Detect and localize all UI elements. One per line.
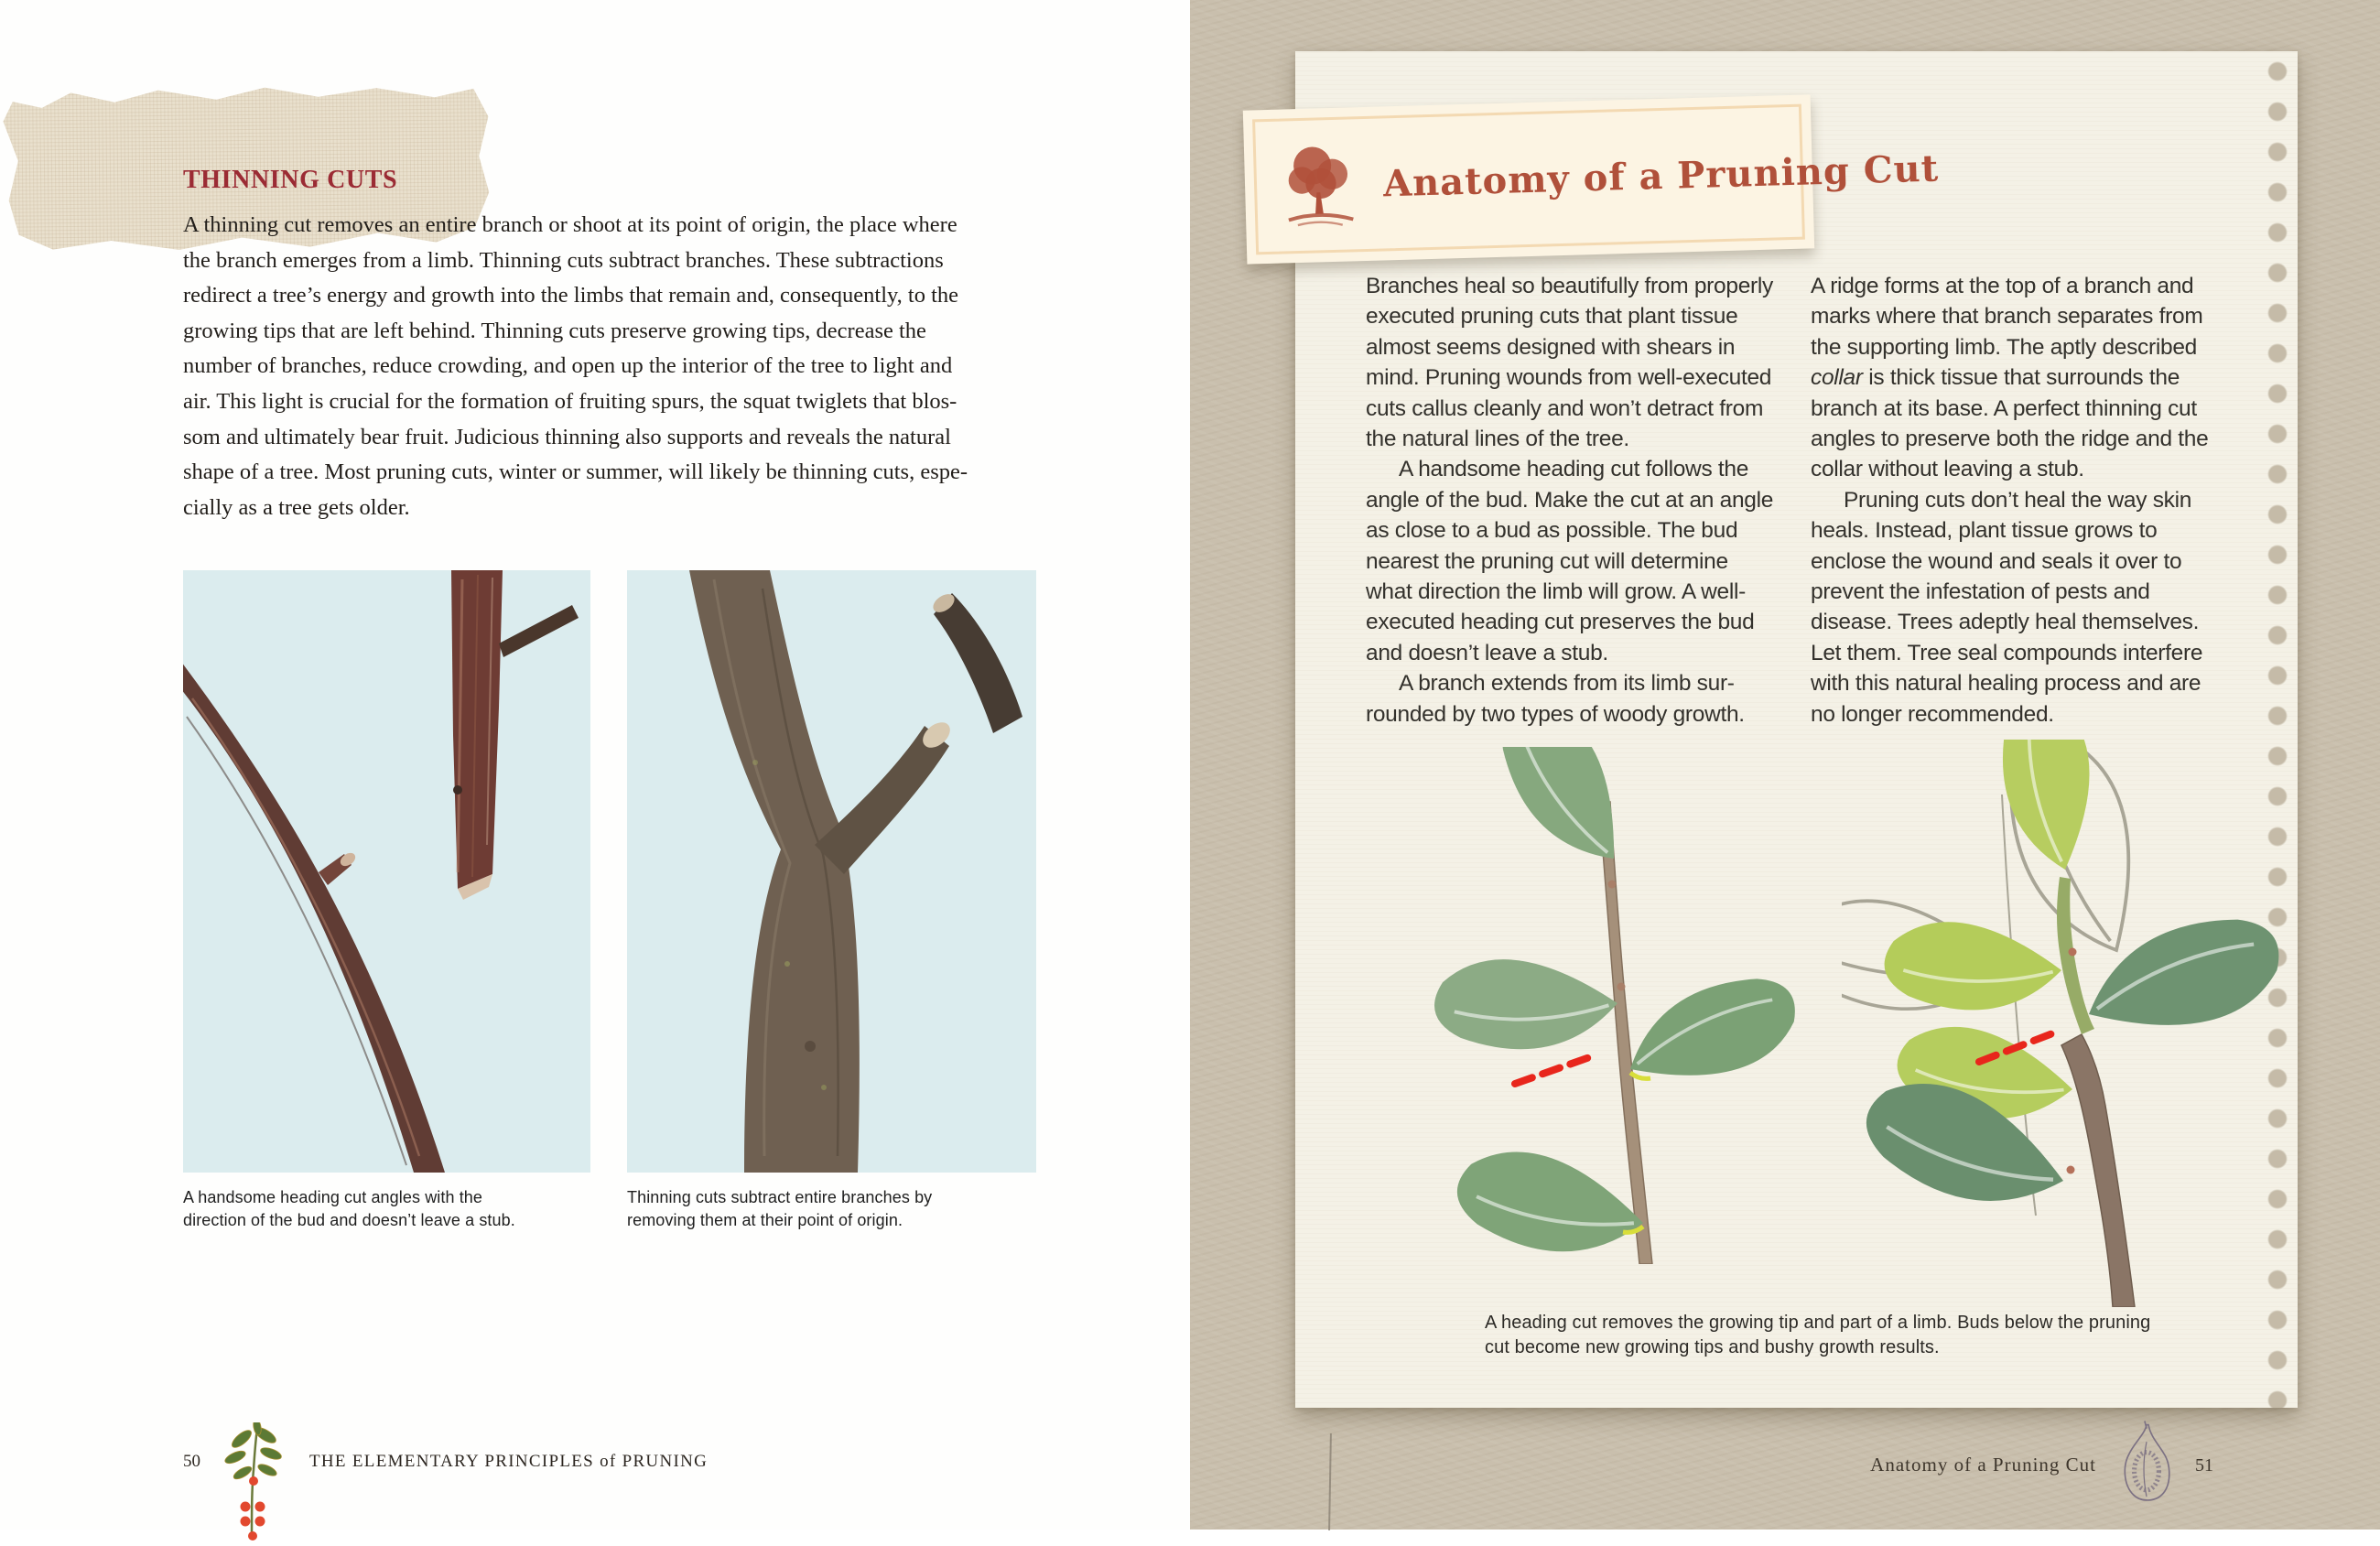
heading-cut-photo	[183, 570, 590, 1173]
book-title: THE ELEMENTARY PRINCIPLES of PRUNING	[309, 1452, 709, 1471]
body-line: cially as a tree gets older.	[183, 494, 410, 520]
chapter-banner	[1243, 94, 1940, 264]
body-line: shape of a tree. Most pruning cuts, winter or summer, will likely be thinning cuts, espe-	[183, 459, 968, 485]
body-line: air. This light is crucial for the formation of fruiting spurs, the squat twiglets that blos-	[183, 388, 957, 414]
body-line: growing tips that are left behind. Thinning cuts preserve growing tips, decrease the	[183, 318, 926, 343]
stem-sketch-line	[1328, 1433, 1332, 1530]
photo-2-caption: Thinning cuts subtract entire branches by removing them at their point of origin.	[627, 1188, 933, 1229]
chapter-title: Anatomy of a Pruning Cut	[1382, 146, 1940, 205]
body-line: redirect a tree’s energy and growth into the limbs that remain and, consequently, to the	[183, 283, 959, 308]
plant-sprig-icon	[223, 1422, 284, 1541]
body-line: the branch emerges from a limb. Thinning cuts subtract branches. These subtractions	[183, 247, 944, 273]
illustration-caption: A heading cut removes the growing tip and part of a limb. Buds below the pruning cut become new growing tips and bushy growth results.	[1485, 1313, 2151, 1357]
page-number-left: 50	[183, 1452, 200, 1471]
fig-icon	[2118, 1417, 2175, 1516]
branch-illustration-before	[1368, 747, 1831, 1269]
body-line: A thinning cut removes an entire branch or shoot at its point of origin, the place where	[183, 212, 957, 237]
body-line: number of branches, reduce crowding, and open up the interior of the tree to light and	[183, 353, 953, 379]
tree-stamp-icon	[1278, 138, 1361, 232]
section-title: THINNING CUTS	[183, 166, 398, 194]
photo-1-caption: A handsome heading cut angles with the direction of the bud and doesn’t leave a stub.	[183, 1188, 515, 1229]
thinning-cut-photo	[627, 570, 1036, 1173]
running-chapter-title: Anatomy of a Pruning Cut	[1870, 1454, 2096, 1476]
right-page	[1190, 0, 2380, 1530]
body-paragraph	[183, 208, 968, 525]
left-page	[0, 0, 1190, 1530]
text-column-1: Branches heal so beautifully from properly executed pruning cuts that plant tissue almost seems designed with shears in mind. Pruning wounds from well-executed cuts callus cleanly and won’t detract from the natural lines of the tree. A handsome heading cut follows the angle of the bud. Make the cut at an angle as close to a bud as possible. The bud nearest the pruning cut will determine what direction the limb will grow. A well- executed heading cut preserves the bud and doesn’t leave a stub. A branch extends from its limb sur- rounded by two types of woody growth.	[1366, 274, 1774, 727]
page-number-right: 51	[2195, 1455, 2213, 1476]
body-line: som and ultimately bear fruit. Judicious thinning also supports and reveals the natural	[183, 424, 951, 449]
text-column-2: A ridge forms at the top of a branch and marks where that branch separates from the supporting limb. The aptly described collar is thick tissue that surrounds the branch at its base. A perfect thinning cut angles to preserve both the ridge and the collar without leaving a stub. Pruning cuts don’t heal the way skin heals. Instead, plant tissue grows to enclose the wound and seals it over to prevent the infestation of pests and disease. Trees adeptly heal themselves. Let them. Tree seal compounds interfere with this natural healing process and are no longer recommended.	[1811, 274, 2209, 727]
branch-illustration-after	[1842, 740, 2286, 1312]
